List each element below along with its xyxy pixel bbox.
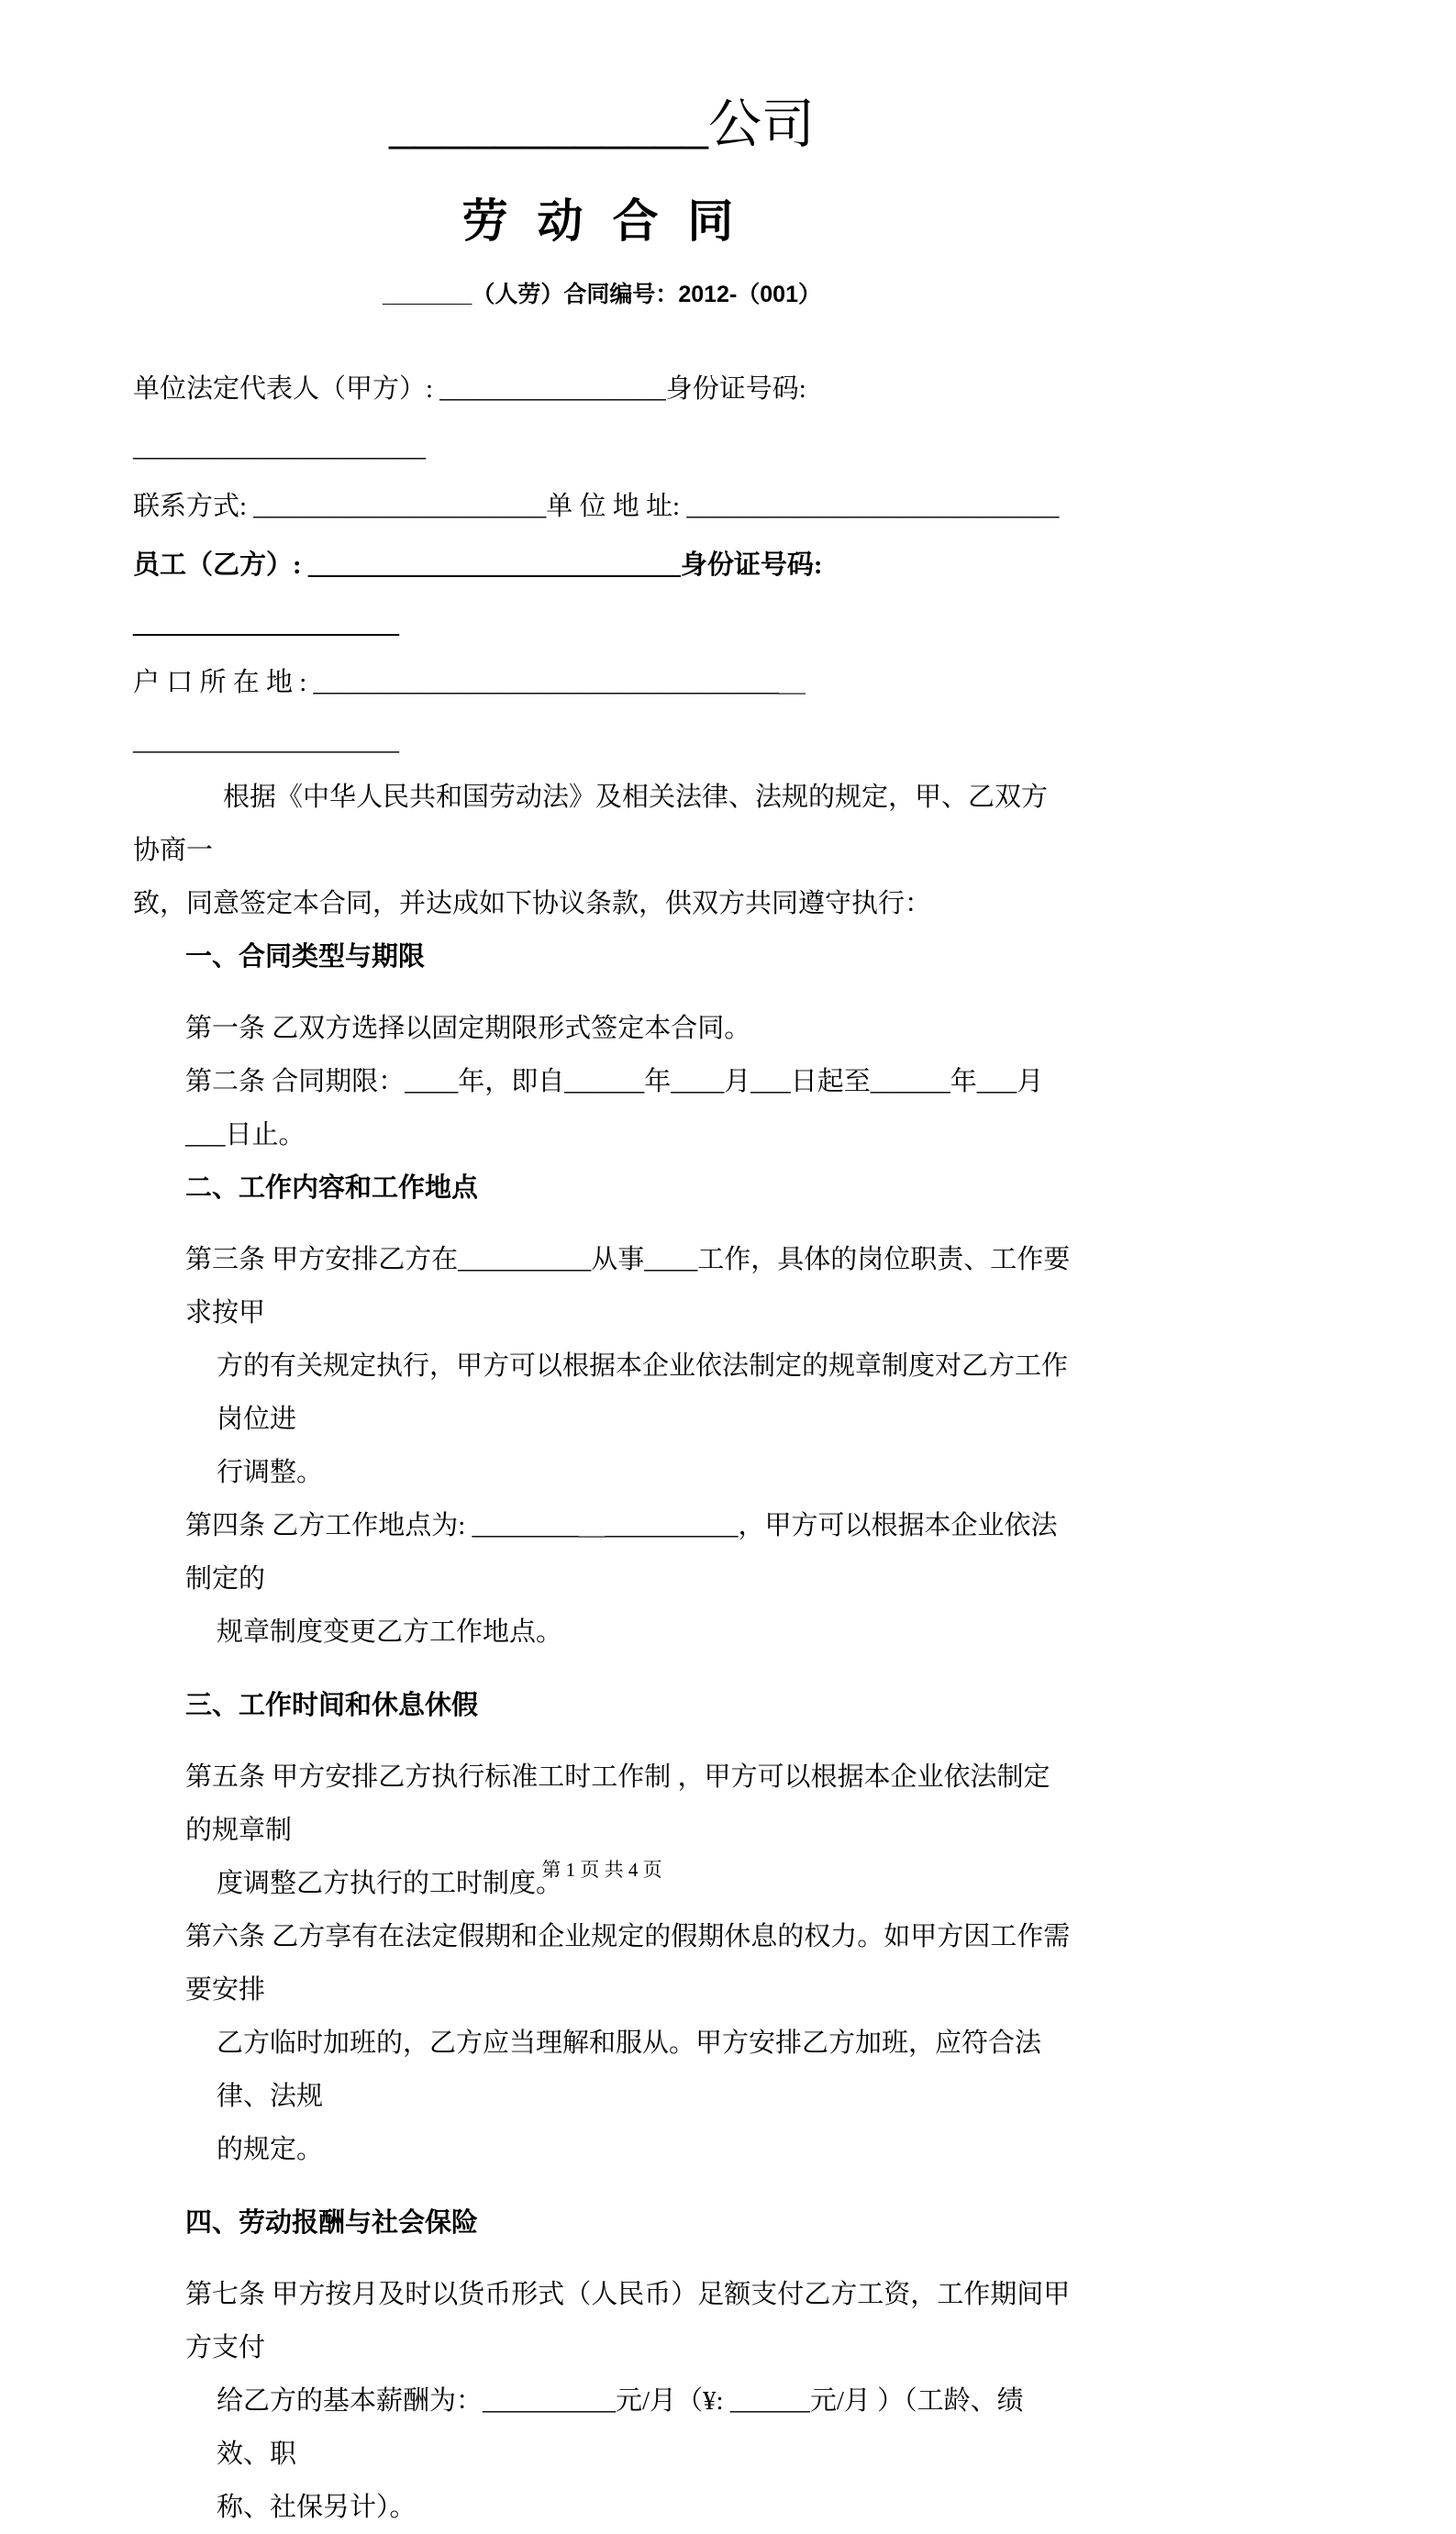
- clause-line: 规章制度变更乙方工作地点。: [217, 1617, 563, 1647]
- clause-line: 第六条 乙方享有在法定假期和企业规定的假期休息的权力。如甲方因工作需要安排: [185, 1922, 1071, 2005]
- clause-2: [133, 1055, 1071, 1161]
- section-heading-3: 三、工作时间和休息休假: [185, 1691, 479, 1720]
- page-footer: 第 1 页 共 4 页: [541, 1859, 662, 1881]
- clause-line: 第四条 乙方工作地点为: ________＿__________，甲方可以根据本企业依法制定的: [185, 1511, 1058, 1594]
- clause-line: 第七条 甲方按月及时以货币形式（人民币）足额支付乙方工资，工作期间甲方支付: [185, 2280, 1071, 2362]
- clause-7: [133, 2268, 1071, 2534]
- clause-line: 第三条 甲方安排乙方在__________从事____工作，具体的岗位职责、工作要求按甲: [185, 1245, 1071, 1328]
- contract-number-line: _______（人劳）合同编号：2012-（001）: [383, 282, 821, 307]
- clause-line: 第二条 合同期限：____年，即自______年____月___日起至______年___月___日止。: [185, 1067, 1044, 1150]
- clause-3: [133, 1233, 1071, 1499]
- intro-paragraph: [133, 771, 1071, 930]
- intro-line: 根据《中华人民共和国劳动法》及相关法律、法规的规定，甲、乙双方协商一: [133, 783, 1049, 865]
- clause-line: 称、社保另计）。: [217, 2493, 417, 2522]
- section-heading-2: 二、工作内容和工作地点: [185, 1173, 479, 1203]
- field-row-residence: 户 口 所 在 地 : ___________________________________＿____________________: [133, 668, 806, 756]
- clause-line: 度调整乙方执行的工时制度。: [217, 1869, 563, 1898]
- clause-line: 第一条 乙双方选择以固定期限形式签定本合同。: [185, 1014, 751, 1043]
- clause-line: 的规定。: [217, 2135, 324, 2164]
- intro-line: 致，同意签定本合同，并达成如下协议条款，供双方共同遵守执行：: [133, 889, 932, 918]
- contract-body: [133, 771, 1071, 2534]
- clause-line: 第五条 甲方安排乙方执行标准工时工作制 ，甲方可以根据本企业依法制定的规章制: [185, 1762, 1050, 1845]
- clause-4: [133, 1499, 1071, 1659]
- section-heading-1: 一、合同类型与期限: [185, 942, 426, 972]
- clause-1: [133, 1002, 1071, 1055]
- clause-line: 行调整。: [217, 1458, 324, 1487]
- clause-line: 方的有关规定执行，甲方可以根据本企业依法制定的规章制度对乙方工作岗位进: [217, 1351, 1069, 1434]
- field-row-contact-and-address: 联系方式: ______________________单 位 地 址: ____________________________: [133, 492, 1060, 521]
- clause-line: 给乙方的基本薪酬为：__________元/月（¥: ______元/月 ）（工龄、绩效、职: [217, 2386, 1024, 2469]
- clause-5: [133, 1750, 1071, 1910]
- field-row-employee: 员工（乙方）: ____________________________身份证号码: ____________________: [133, 550, 829, 639]
- section-heading-4: 四、劳动报酬与社会保险: [185, 2208, 479, 2238]
- clause-6: [133, 1910, 1071, 2176]
- field-row-legal-representative: 单位法定代表人（甲方）: _________________身份证号码: ______________________: [133, 374, 814, 462]
- party-info-fields: [133, 360, 1071, 771]
- document-title: 劳 动 合 同: [461, 195, 742, 247]
- company-title-blank: ____________公司: [388, 94, 815, 154]
- clause-line: 乙方临时加班的，乙方应当理解和服从。甲方安排乙方加班，应符合法律、法规: [217, 2028, 1042, 2111]
